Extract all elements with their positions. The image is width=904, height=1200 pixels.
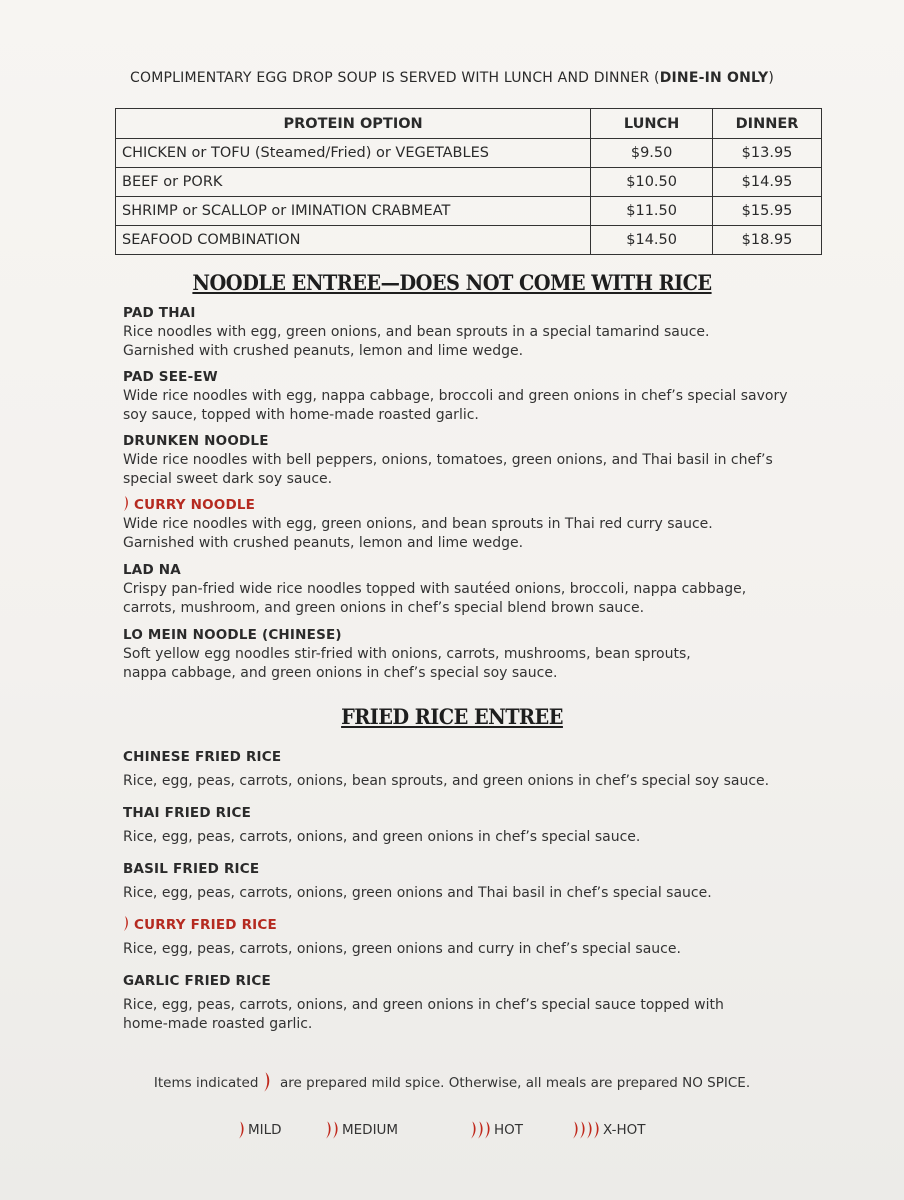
table-row [116,139,822,168]
header-lunch: LUNCH [591,109,713,139]
menu-item-drunken-noodle [123,432,833,488]
spice-note-prefix: Items indicated [153,1075,259,1091]
header-dinner: DINNER [713,109,822,139]
item-desc-line2: Garnished with crushed peanuts, lemon and lime wedge. [123,535,524,551]
menu-item-garlic-fried-rice [123,972,833,1033]
menu-item-pad-thai [123,304,833,360]
menu-item-lo-mein-noodle [123,626,833,682]
item-desc-line2: special sweet dark soy sauce. [123,471,333,487]
lunch-price: $9.50 [591,139,713,168]
item-desc-line1: Wide rice noodles with bell peppers, onions, tomatoes, green onions, and Thai basil in chef’s [123,452,773,468]
soup-notice-suffix: ) [768,70,774,86]
spice-note [0,1072,904,1092]
protein-option: CHICKEN or TOFU (Steamed/Fried) or VEGETABLES [116,139,591,168]
item-desc-line1: Crispy pan-fried wide rice noodles topped with sautéed onions, broccoli, nappa cabbage, [123,581,747,597]
item-name-row [123,496,833,514]
legend-mild [238,1120,282,1140]
item-name: DRUNKEN NOODLE [123,433,269,449]
menu-item-pad-see-ew [123,368,833,424]
item-desc-line1: Rice, egg, peas, carrots, onions, green onions and Thai basil in chef’s special sauce. [123,885,712,901]
soup-notice-emphasis: DINE-IN ONLY [659,70,769,86]
protein-option: SEAFOOD COMBINATION [116,226,591,255]
protein-price-table [115,108,822,255]
item-desc-line2: carrots, mushroom, and green onions in chef’s special blend brown sauce. [123,600,645,616]
chili-pepper-icon [123,496,130,511]
header-protein-option: PROTEIN OPTION [116,109,591,139]
chili-pepper-icon [123,916,130,931]
item-desc-line1: Rice, egg, peas, carrots, onions, green onions and curry in chef’s special sauce. [123,941,681,957]
menu-item-basil-fried-rice [123,860,833,902]
table-row [116,226,822,255]
item-name: GARLIC FRIED RICE [123,973,271,989]
dinner-price: $13.95 [713,139,822,168]
item-desc-line1: Soft yellow egg noodles stir-fried with onions, carrots, mushrooms, bean sprouts, [123,646,691,662]
spice-note-suffix: are prepared mild spice. Otherwise, all meals are prepared NO SPICE. [280,1075,751,1091]
lunch-price: $10.50 [591,168,713,197]
item-desc-line2: home-made roasted garlic. [123,1016,313,1032]
chili-pepper-icon [325,1120,339,1140]
soup-notice [0,70,904,86]
item-desc-line1: Rice, egg, peas, carrots, onions, and green onions in chef’s special sauce. [123,829,641,845]
menu-item-curry-fried-rice [123,916,833,958]
legend-x-hot [572,1120,645,1140]
item-desc-line2: soy sauce, topped with home-made roasted garlic. [123,407,479,423]
item-name: PAD THAI [123,305,196,321]
lunch-price: $11.50 [591,197,713,226]
legend-label: MILD [248,1122,282,1138]
menu-item-curry-noodle [123,496,833,552]
legend-label: X-HOT [603,1122,646,1138]
item-desc-line1: Wide rice noodles with egg, green onions, and bean sprouts in Thai red curry sauce. [123,516,713,532]
item-name: LO MEIN NOODLE (CHINESE) [123,627,342,643]
menu-item-thai-fried-rice [123,804,833,846]
lunch-price: $14.50 [591,226,713,255]
legend-label: HOT [494,1122,524,1138]
table-row [116,197,822,226]
chili-pepper-icon [470,1120,491,1140]
dinner-price: $14.95 [713,168,822,197]
protein-option: SHRIMP or SCALLOP or IMINATION CRABMEAT [116,197,591,226]
item-desc-line2: Garnished with crushed peanuts, lemon and lime wedge. [123,343,524,359]
menu-item-chinese-fried-rice [123,748,833,790]
chili-pepper-icon [572,1120,600,1140]
item-name: CURRY NOODLE [134,497,256,513]
item-desc-line1: Rice, egg, peas, carrots, onions, bean sprouts, and green onions in chef’s special soy sauce. [123,773,770,789]
price-table-header [116,109,822,139]
item-name: THAI FRIED RICE [123,805,251,821]
item-desc-line1: Rice noodles with egg, green onions, and bean sprouts in a special tamarind sauce. [123,324,710,340]
item-name: LAD NA [123,562,181,578]
item-name: CURRY FRIED RICE [134,917,277,933]
fried-rice-section-title: FRIED RICE ENTREE [341,704,563,729]
item-name-row [123,916,833,934]
dinner-price: $18.95 [713,226,822,255]
noodle-section-title: NOODLE ENTREE—DOES NOT COME WITH RICE [192,270,712,295]
menu-item-lad-na [123,561,833,617]
item-desc-line1: Wide rice noodles with egg, nappa cabbage, broccoli and green onions in chef’s special savory [123,388,788,404]
legend-label: MEDIUM [342,1122,399,1138]
protein-option: BEEF or PORK [116,168,591,197]
legend-hot [470,1120,523,1140]
item-desc-line1: Rice, egg, peas, carrots, onions, and green onions in chef’s special sauce topped with [123,997,724,1013]
item-name: BASIL FRIED RICE [123,861,260,877]
chili-pepper-icon [263,1072,272,1092]
chili-pepper-icon [238,1120,245,1140]
dinner-price: $15.95 [713,197,822,226]
item-desc-line2: nappa cabbage, and green onions in chef’s special soy sauce. [123,665,558,681]
table-row [116,168,822,197]
legend-medium [325,1120,398,1140]
item-name: PAD SEE-EW [123,369,218,385]
item-name: CHINESE FRIED RICE [123,749,282,765]
soup-notice-prefix: COMPLIMENTARY EGG DROP SOUP IS SERVED WITH LUNCH AND DINNER ( [130,70,660,86]
